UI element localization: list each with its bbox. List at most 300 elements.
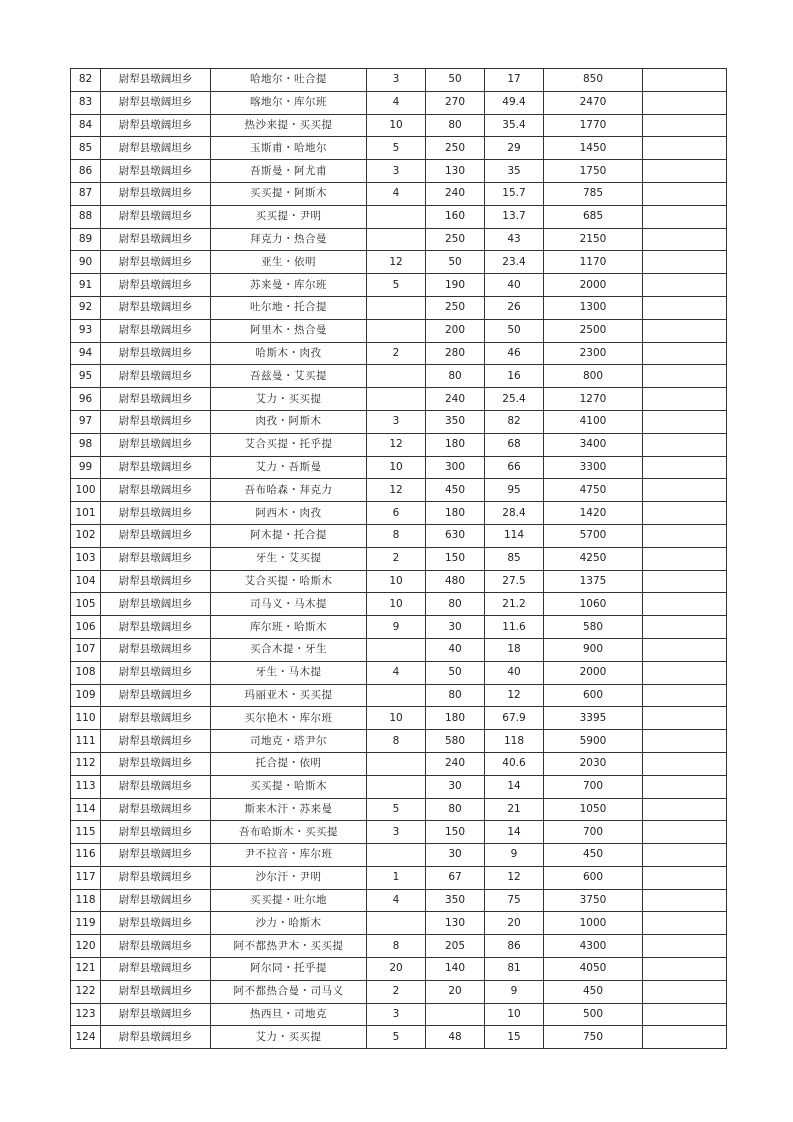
amount-cell: 3300 <box>544 456 643 479</box>
name-cell: 吐尔地・托合提 <box>211 296 367 319</box>
table-row <box>71 638 727 661</box>
township-cell: 尉犁县墩阔坦乡 <box>101 821 211 844</box>
value-b-cell: 130 <box>426 160 485 183</box>
township-cell: 尉犁县墩阔坦乡 <box>101 752 211 775</box>
remarks-cell <box>643 616 727 639</box>
name-cell: 阿不都热合曼・司马义 <box>211 980 367 1003</box>
name-cell: 阿里木・热合曼 <box>211 319 367 342</box>
table-row <box>71 1003 727 1026</box>
amount-cell: 4050 <box>544 958 643 981</box>
value-c-cell: 46 <box>485 342 544 365</box>
row-number-cell: 93 <box>71 319 101 342</box>
township-cell: 尉犁县墩阔坦乡 <box>101 593 211 616</box>
table-row <box>71 775 727 798</box>
value-b-cell: 150 <box>426 821 485 844</box>
value-c-cell: 25.4 <box>485 388 544 411</box>
remarks-cell <box>643 547 727 570</box>
row-number-cell: 117 <box>71 866 101 889</box>
value-b-cell: 80 <box>426 593 485 616</box>
amount-cell: 1170 <box>544 251 643 274</box>
value-b-cell: 20 <box>426 980 485 1003</box>
name-cell: 牙生・艾买提 <box>211 547 367 570</box>
table-row <box>71 228 727 251</box>
count-cell: 10 <box>367 593 426 616</box>
value-b-cell: 80 <box>426 684 485 707</box>
township-cell: 尉犁县墩阔坦乡 <box>101 775 211 798</box>
amount-cell: 4250 <box>544 547 643 570</box>
value-c-cell: 95 <box>485 479 544 502</box>
count-cell <box>367 365 426 388</box>
row-number-cell: 94 <box>71 342 101 365</box>
count-cell: 4 <box>367 661 426 684</box>
amount-cell: 900 <box>544 638 643 661</box>
value-b-cell: 480 <box>426 570 485 593</box>
amount-cell: 600 <box>544 684 643 707</box>
row-number-cell: 107 <box>71 638 101 661</box>
row-number-cell: 90 <box>71 251 101 274</box>
remarks-cell <box>643 798 727 821</box>
value-c-cell: 49.4 <box>485 91 544 114</box>
amount-cell: 750 <box>544 1026 643 1049</box>
count-cell: 4 <box>367 91 426 114</box>
remarks-cell <box>643 775 727 798</box>
township-cell: 尉犁县墩阔坦乡 <box>101 1026 211 1049</box>
row-number-cell: 91 <box>71 274 101 297</box>
amount-cell: 1000 <box>544 912 643 935</box>
value-c-cell: 43 <box>485 228 544 251</box>
remarks-cell <box>643 821 727 844</box>
table-row <box>71 593 727 616</box>
name-cell: 艾力・吾斯曼 <box>211 456 367 479</box>
row-number-cell: 116 <box>71 844 101 867</box>
name-cell: 买买提・哈斯木 <box>211 775 367 798</box>
count-cell: 3 <box>367 821 426 844</box>
remarks-cell <box>643 593 727 616</box>
name-cell: 艾合买提・托乎提 <box>211 433 367 456</box>
value-b-cell: 80 <box>426 114 485 137</box>
amount-cell: 600 <box>544 866 643 889</box>
remarks-cell <box>643 137 727 160</box>
table-row <box>71 752 727 775</box>
township-cell: 尉犁县墩阔坦乡 <box>101 388 211 411</box>
table-row <box>71 912 727 935</box>
remarks-cell <box>643 1003 727 1026</box>
table-row <box>71 433 727 456</box>
amount-cell: 785 <box>544 182 643 205</box>
name-cell: 司地克・塔尹尔 <box>211 730 367 753</box>
value-b-cell: 240 <box>426 752 485 775</box>
row-number-cell: 88 <box>71 205 101 228</box>
value-c-cell: 67.9 <box>485 707 544 730</box>
value-c-cell: 81 <box>485 958 544 981</box>
remarks-cell <box>643 502 727 525</box>
value-b-cell: 140 <box>426 958 485 981</box>
table-row <box>71 889 727 912</box>
amount-cell: 1450 <box>544 137 643 160</box>
remarks-cell <box>643 912 727 935</box>
name-cell: 买买提・阿斯木 <box>211 182 367 205</box>
remarks-cell <box>643 707 727 730</box>
value-b-cell: 30 <box>426 844 485 867</box>
remarks-cell <box>643 388 727 411</box>
amount-cell: 450 <box>544 844 643 867</box>
remarks-cell <box>643 889 727 912</box>
count-cell <box>367 684 426 707</box>
value-b-cell: 450 <box>426 479 485 502</box>
value-c-cell: 14 <box>485 821 544 844</box>
remarks-cell <box>643 433 727 456</box>
value-c-cell: 35 <box>485 160 544 183</box>
table-row <box>71 251 727 274</box>
row-number-cell: 114 <box>71 798 101 821</box>
value-b-cell: 240 <box>426 182 485 205</box>
value-c-cell: 13.7 <box>485 205 544 228</box>
table-row <box>71 980 727 1003</box>
remarks-cell <box>643 114 727 137</box>
count-cell <box>367 319 426 342</box>
table-row <box>71 137 727 160</box>
row-number-cell: 105 <box>71 593 101 616</box>
count-cell: 20 <box>367 958 426 981</box>
table-row <box>71 342 727 365</box>
table-row <box>71 319 727 342</box>
count-cell: 3 <box>367 1003 426 1026</box>
name-cell: 哈地尔・吐合提 <box>211 69 367 92</box>
value-c-cell: 9 <box>485 980 544 1003</box>
remarks-cell <box>643 410 727 433</box>
remarks-cell <box>643 182 727 205</box>
row-number-cell: 108 <box>71 661 101 684</box>
row-number-cell: 118 <box>71 889 101 912</box>
amount-cell: 4750 <box>544 479 643 502</box>
value-b-cell: 240 <box>426 388 485 411</box>
count-cell <box>367 775 426 798</box>
name-cell: 沙尔汗・尹明 <box>211 866 367 889</box>
amount-cell: 3395 <box>544 707 643 730</box>
remarks-cell <box>643 1026 727 1049</box>
township-cell: 尉犁县墩阔坦乡 <box>101 1003 211 1026</box>
value-b-cell: 250 <box>426 228 485 251</box>
count-cell: 8 <box>367 935 426 958</box>
township-cell: 尉犁县墩阔坦乡 <box>101 319 211 342</box>
township-cell: 尉犁县墩阔坦乡 <box>101 958 211 981</box>
table-row <box>71 684 727 707</box>
township-cell: 尉犁县墩阔坦乡 <box>101 91 211 114</box>
value-b-cell: 180 <box>426 433 485 456</box>
township-cell: 尉犁县墩阔坦乡 <box>101 889 211 912</box>
count-cell <box>367 228 426 251</box>
name-cell: 买尔艳木・库尔班 <box>211 707 367 730</box>
value-c-cell: 18 <box>485 638 544 661</box>
row-number-cell: 101 <box>71 502 101 525</box>
value-c-cell: 85 <box>485 547 544 570</box>
count-cell: 12 <box>367 251 426 274</box>
name-cell: 玉斯甫・哈地尔 <box>211 137 367 160</box>
township-cell: 尉犁县墩阔坦乡 <box>101 251 211 274</box>
township-cell: 尉犁县墩阔坦乡 <box>101 274 211 297</box>
amount-cell: 1750 <box>544 160 643 183</box>
remarks-cell <box>643 524 727 547</box>
value-c-cell: 82 <box>485 410 544 433</box>
remarks-cell <box>643 844 727 867</box>
count-cell <box>367 205 426 228</box>
name-cell: 斯来木汗・苏来曼 <box>211 798 367 821</box>
count-cell: 5 <box>367 137 426 160</box>
table-row <box>71 479 727 502</box>
township-cell: 尉犁县墩阔坦乡 <box>101 228 211 251</box>
row-number-cell: 106 <box>71 616 101 639</box>
count-cell <box>367 912 426 935</box>
value-c-cell: 11.6 <box>485 616 544 639</box>
value-c-cell: 86 <box>485 935 544 958</box>
value-b-cell: 205 <box>426 935 485 958</box>
name-cell: 买买提・吐尔地 <box>211 889 367 912</box>
value-b-cell: 350 <box>426 889 485 912</box>
row-number-cell: 113 <box>71 775 101 798</box>
count-cell: 5 <box>367 1026 426 1049</box>
value-b-cell: 130 <box>426 912 485 935</box>
table-row <box>71 456 727 479</box>
township-cell: 尉犁县墩阔坦乡 <box>101 160 211 183</box>
township-cell: 尉犁县墩阔坦乡 <box>101 502 211 525</box>
value-b-cell: 180 <box>426 502 485 525</box>
value-b-cell: 300 <box>426 456 485 479</box>
amount-cell: 1375 <box>544 570 643 593</box>
remarks-cell <box>643 365 727 388</box>
township-cell: 尉犁县墩阔坦乡 <box>101 456 211 479</box>
value-b-cell: 200 <box>426 319 485 342</box>
table-row <box>71 365 727 388</box>
name-cell: 阿尔同・托乎提 <box>211 958 367 981</box>
row-number-cell: 89 <box>71 228 101 251</box>
value-c-cell: 12 <box>485 866 544 889</box>
row-number-cell: 124 <box>71 1026 101 1049</box>
row-number-cell: 95 <box>71 365 101 388</box>
value-c-cell: 20 <box>485 912 544 935</box>
amount-cell: 685 <box>544 205 643 228</box>
row-number-cell: 98 <box>71 433 101 456</box>
value-b-cell: 190 <box>426 274 485 297</box>
table-row <box>71 616 727 639</box>
name-cell: 阿不都热尹木・买买提 <box>211 935 367 958</box>
row-number-cell: 111 <box>71 730 101 753</box>
value-c-cell: 21 <box>485 798 544 821</box>
amount-cell: 4100 <box>544 410 643 433</box>
remarks-cell <box>643 456 727 479</box>
row-number-cell: 122 <box>71 980 101 1003</box>
value-c-cell: 14 <box>485 775 544 798</box>
remarks-cell <box>643 980 727 1003</box>
remarks-cell <box>643 730 727 753</box>
value-b-cell: 67 <box>426 866 485 889</box>
township-cell: 尉犁县墩阔坦乡 <box>101 342 211 365</box>
remarks-cell <box>643 866 727 889</box>
count-cell: 5 <box>367 274 426 297</box>
township-cell: 尉犁县墩阔坦乡 <box>101 69 211 92</box>
remarks-cell <box>643 205 727 228</box>
value-b-cell: 80 <box>426 365 485 388</box>
row-number-cell: 103 <box>71 547 101 570</box>
value-b-cell: 250 <box>426 137 485 160</box>
name-cell: 阿木提・托合提 <box>211 524 367 547</box>
table-row <box>71 570 727 593</box>
remarks-cell <box>643 69 727 92</box>
remarks-cell <box>643 570 727 593</box>
row-number-cell: 100 <box>71 479 101 502</box>
row-number-cell: 96 <box>71 388 101 411</box>
value-c-cell: 29 <box>485 137 544 160</box>
row-number-cell: 120 <box>71 935 101 958</box>
value-b-cell: 30 <box>426 616 485 639</box>
table-row <box>71 798 727 821</box>
row-number-cell: 97 <box>71 410 101 433</box>
amount-cell: 2030 <box>544 752 643 775</box>
row-number-cell: 110 <box>71 707 101 730</box>
township-cell: 尉犁县墩阔坦乡 <box>101 114 211 137</box>
township-cell: 尉犁县墩阔坦乡 <box>101 707 211 730</box>
amount-cell: 450 <box>544 980 643 1003</box>
value-b-cell: 580 <box>426 730 485 753</box>
value-b-cell: 280 <box>426 342 485 365</box>
remarks-cell <box>643 91 727 114</box>
row-number-cell: 85 <box>71 137 101 160</box>
value-c-cell: 10 <box>485 1003 544 1026</box>
table-row <box>71 935 727 958</box>
name-cell: 沙力・哈斯木 <box>211 912 367 935</box>
value-b-cell: 150 <box>426 547 485 570</box>
remarks-cell <box>643 684 727 707</box>
amount-cell: 1420 <box>544 502 643 525</box>
value-b-cell: 48 <box>426 1026 485 1049</box>
row-number-cell: 119 <box>71 912 101 935</box>
amount-cell: 700 <box>544 775 643 798</box>
value-b-cell: 40 <box>426 638 485 661</box>
row-number-cell: 121 <box>71 958 101 981</box>
name-cell: 托合提・依明 <box>211 752 367 775</box>
amount-cell: 1770 <box>544 114 643 137</box>
row-number-cell: 82 <box>71 69 101 92</box>
table-row <box>71 410 727 433</box>
township-cell: 尉犁县墩阔坦乡 <box>101 547 211 570</box>
table-row <box>71 205 727 228</box>
count-cell <box>367 388 426 411</box>
name-cell: 阿西木・肉孜 <box>211 502 367 525</box>
value-b-cell: 50 <box>426 69 485 92</box>
amount-cell: 2500 <box>544 319 643 342</box>
data-table <box>70 68 727 1049</box>
row-number-cell: 99 <box>71 456 101 479</box>
table-row <box>71 661 727 684</box>
count-cell: 4 <box>367 889 426 912</box>
value-c-cell: 12 <box>485 684 544 707</box>
table-row <box>71 69 727 92</box>
township-cell: 尉犁县墩阔坦乡 <box>101 296 211 319</box>
value-c-cell: 15.7 <box>485 182 544 205</box>
value-c-cell: 66 <box>485 456 544 479</box>
count-cell: 8 <box>367 730 426 753</box>
count-cell: 12 <box>367 479 426 502</box>
value-c-cell: 40 <box>485 661 544 684</box>
row-number-cell: 104 <box>71 570 101 593</box>
township-cell: 尉犁县墩阔坦乡 <box>101 205 211 228</box>
count-cell: 10 <box>367 707 426 730</box>
name-cell: 热沙来提・买买提 <box>211 114 367 137</box>
township-cell: 尉犁县墩阔坦乡 <box>101 182 211 205</box>
name-cell: 喀地尔・库尔班 <box>211 91 367 114</box>
value-c-cell: 35.4 <box>485 114 544 137</box>
count-cell: 2 <box>367 342 426 365</box>
amount-cell: 700 <box>544 821 643 844</box>
township-cell: 尉犁县墩阔坦乡 <box>101 798 211 821</box>
name-cell: 买合木提・牙生 <box>211 638 367 661</box>
township-cell: 尉犁县墩阔坦乡 <box>101 912 211 935</box>
township-cell: 尉犁县墩阔坦乡 <box>101 684 211 707</box>
row-number-cell: 102 <box>71 524 101 547</box>
name-cell: 肉孜・阿斯木 <box>211 410 367 433</box>
count-cell: 3 <box>367 160 426 183</box>
row-number-cell: 115 <box>71 821 101 844</box>
township-cell: 尉犁县墩阔坦乡 <box>101 980 211 1003</box>
count-cell: 6 <box>367 502 426 525</box>
remarks-cell <box>643 661 727 684</box>
count-cell <box>367 638 426 661</box>
name-cell: 艾力・买买提 <box>211 1026 367 1049</box>
amount-cell: 580 <box>544 616 643 639</box>
table-row <box>71 274 727 297</box>
amount-cell: 1050 <box>544 798 643 821</box>
remarks-cell <box>643 752 727 775</box>
count-cell <box>367 296 426 319</box>
count-cell: 2 <box>367 980 426 1003</box>
amount-cell: 850 <box>544 69 643 92</box>
table-row <box>71 160 727 183</box>
amount-cell: 4300 <box>544 935 643 958</box>
township-cell: 尉犁县墩阔坦乡 <box>101 935 211 958</box>
value-c-cell: 118 <box>485 730 544 753</box>
name-cell: 苏来曼・库尔班 <box>211 274 367 297</box>
value-c-cell: 27.5 <box>485 570 544 593</box>
count-cell: 2 <box>367 547 426 570</box>
value-b-cell: 180 <box>426 707 485 730</box>
value-c-cell: 15 <box>485 1026 544 1049</box>
count-cell <box>367 752 426 775</box>
value-c-cell: 9 <box>485 844 544 867</box>
count-cell: 9 <box>367 616 426 639</box>
name-cell: 买买提・尹明 <box>211 205 367 228</box>
township-cell: 尉犁县墩阔坦乡 <box>101 433 211 456</box>
township-cell: 尉犁县墩阔坦乡 <box>101 844 211 867</box>
table-row <box>71 707 727 730</box>
remarks-cell <box>643 638 727 661</box>
count-cell: 3 <box>367 69 426 92</box>
value-b-cell: 630 <box>426 524 485 547</box>
value-b-cell: 350 <box>426 410 485 433</box>
value-b-cell: 250 <box>426 296 485 319</box>
table-body <box>71 69 727 1049</box>
table-row <box>71 844 727 867</box>
amount-cell: 2300 <box>544 342 643 365</box>
value-b-cell: 50 <box>426 661 485 684</box>
table-row <box>71 114 727 137</box>
value-c-cell: 21.2 <box>485 593 544 616</box>
township-cell: 尉犁县墩阔坦乡 <box>101 616 211 639</box>
table-row <box>71 1026 727 1049</box>
count-cell: 3 <box>367 410 426 433</box>
row-number-cell: 112 <box>71 752 101 775</box>
value-c-cell: 40 <box>485 274 544 297</box>
amount-cell: 2000 <box>544 274 643 297</box>
value-b-cell <box>426 1003 485 1026</box>
